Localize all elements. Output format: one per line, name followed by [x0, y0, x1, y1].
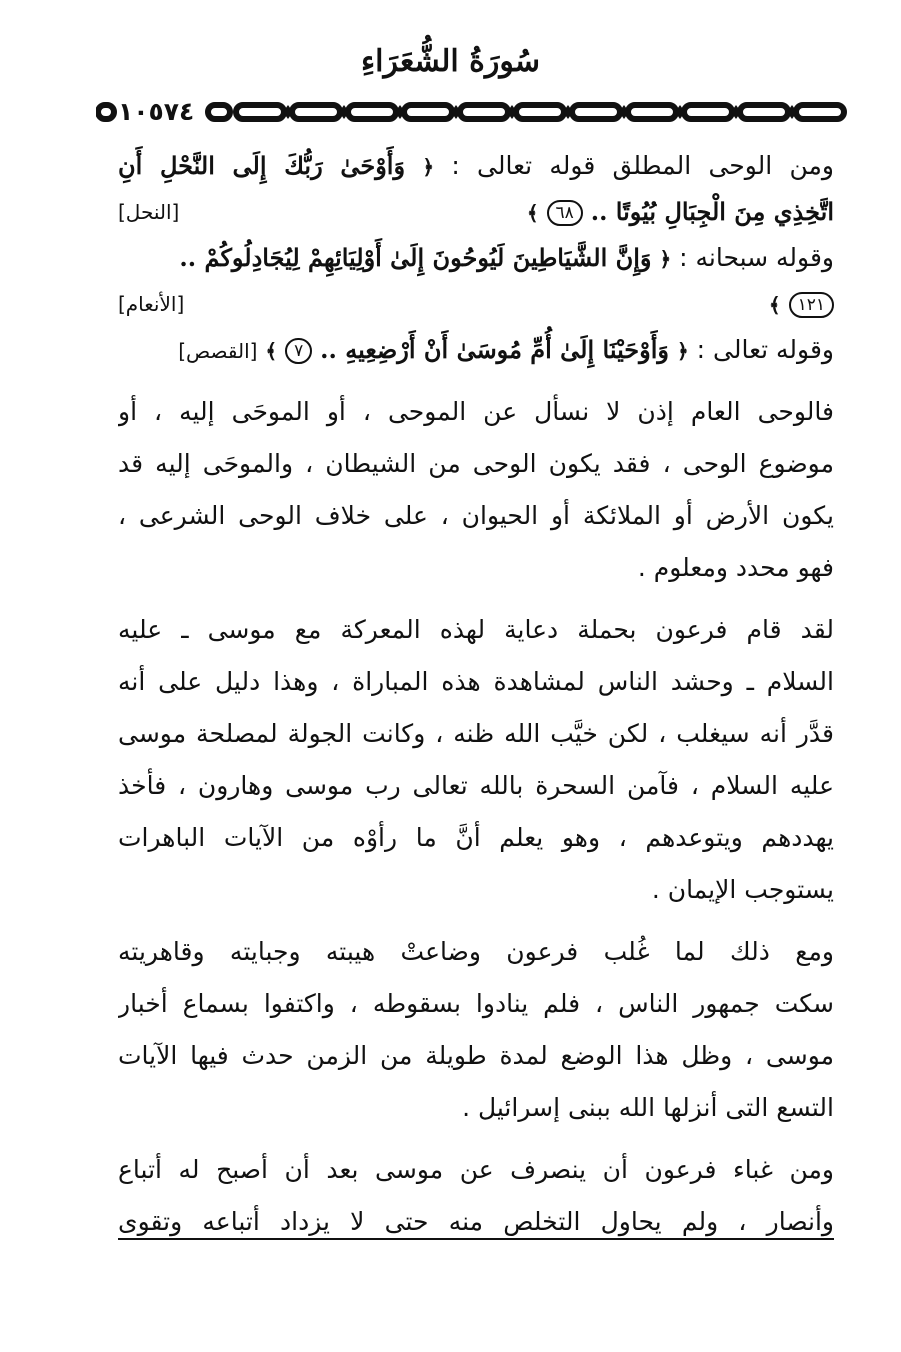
chain-link [684, 105, 732, 119]
paragraph-line: موضوع الوحى ، فقد يكون الوحى من الشيطان ، والموحَى إليه قد [118, 449, 834, 478]
quote-3-surah-ref: [القصص] [178, 339, 258, 363]
chain-link [572, 105, 620, 119]
paragraph-line: لقد قام فرعون بحملة دعاية لهذه المعركة مع موسى ـ عليه [118, 615, 834, 644]
chain-link [236, 105, 284, 119]
chain-end [98, 105, 114, 119]
chain-link [292, 105, 340, 119]
chain-link [516, 105, 564, 119]
page-number: ١٠٥٧٤ [118, 97, 195, 126]
chain-link [628, 105, 676, 119]
quote-3-verse: وَأَوْحَيْنَا إِلَىٰ أُمِّ مُوسَىٰ أَنْ أَرْضِعِيهِ .. [320, 335, 669, 364]
quote-1-line-2 [118, 192, 834, 232]
quote-3-line [118, 324, 834, 376]
chain-end [208, 105, 230, 119]
paragraph-line: يكون الأرض أو الملائكة أو الحيوان ، على خلاف الوحى الشرعى ، [118, 501, 834, 530]
paragraph-4 [118, 1144, 834, 1248]
paragraph-line: يهددهم ويتوعدهم ، وهو يعلم أنَّ ما رأوْه من الآيات الباهرات [118, 823, 834, 852]
quote-3-intro: وقوله تعالى : [696, 335, 834, 364]
surah-title: سُورَةُ الشُّعَرَاءِ [361, 44, 540, 79]
footer-rule [118, 1238, 834, 1240]
quote-1-verse-b: اتَّخِذِي مِنَ الْجِبَالِ بُيُوتًا .. [590, 197, 834, 226]
paragraph-line: السلام ـ وحشد الناس لمشاهدة هذه المباراة ، وهذا دليل على أنه [118, 667, 834, 696]
header-band [96, 92, 860, 132]
ornate-bracket-open: ﴿ [422, 155, 435, 179]
quote-2-surah-ref: [الأنعام] [118, 292, 185, 316]
quote-2-intro: وقوله سبحانه : [679, 243, 834, 272]
ornate-bracket-close: ﴾ [526, 201, 539, 225]
paragraph-line: موسى ، وظل هذا الوضع لمدة طويلة من الزمن حدث فيها الآيات [118, 1041, 834, 1070]
quote-1-line-1 [118, 140, 834, 192]
ayah-number-badge: ٧ [285, 338, 312, 364]
chain-link [460, 105, 508, 119]
quote-1-intro: ومن الوحى المطلق قوله تعالى : [451, 151, 834, 180]
paragraph-line: عليه السلام ، فآمن السحرة بالله تعالى رب موسى وهارون ، فأخذ [118, 771, 834, 800]
chain-link [796, 105, 844, 119]
paragraph-line: ومع ذلك لما غُلب فرعون وضاعتْ هيبته وجبايته وقاهريته [118, 937, 834, 966]
paragraph-line: فهو محدد ومعلوم . [637, 553, 834, 582]
ornate-bracket-open: ﴿ [676, 339, 689, 363]
paragraph-line: ومن غباء فرعون أن ينصرف عن موسى بعد أن أصبح له أتباع [118, 1155, 834, 1184]
quote-2-line-1 [118, 232, 834, 284]
paragraph-line: يستوجب الإيمان . [651, 875, 834, 904]
quote-1-surah-ref: [النحل] [118, 200, 180, 224]
quote-2-line-2 [118, 284, 834, 324]
ayah-number-badge: ٦٨ [547, 200, 583, 226]
chain-ornament [96, 92, 860, 132]
paragraph-3 [118, 926, 834, 1134]
paragraph-line: فالوحى العام إذن لا نسأل عن الموحى ، أو الموحَى إليه ، أو [118, 397, 834, 426]
chain-link [348, 105, 396, 119]
quote-1-verse-a: وَأَوْحَىٰ رَبُّكَ إِلَى النَّحْلِ أَنِ [118, 151, 406, 180]
ornate-bracket-close: ﴾ [265, 339, 278, 363]
ornate-bracket-open: ﴿ [659, 247, 672, 271]
ayah-number-badge: ١٢١ [789, 292, 834, 318]
paragraph-line: قدَّر أنه سيغلب ، لكن خيَّب الله ظنه ، وكانت الجولة لمصلحة موسى [118, 719, 834, 748]
quote-2-verse: وَإِنَّ الشَّيَاطِينَ لَيُوحُونَ إِلَىٰ أَوْلِيَائِهِمْ لِيُجَادِلُوكُمْ .. [179, 243, 652, 272]
paragraph-line: التسع التى أنزلها الله ببنى إسرائيل . [462, 1093, 834, 1122]
paragraph-1 [118, 386, 834, 594]
ornate-bracket-close: ﴾ [768, 293, 781, 317]
paragraph-line: سكت جمهور الناس ، فلم ينادوا بسقوطه ، واكتفوا بسماع أخبار [118, 989, 834, 1018]
paragraph-line: وأنصار ، ولم يحاول التخلص منه حتى لا يزداد أتباعه وتقوى [118, 1207, 834, 1236]
chain-link [740, 105, 788, 119]
paragraph-2 [118, 604, 834, 916]
page-content [118, 140, 834, 1248]
chain-link [404, 105, 452, 119]
